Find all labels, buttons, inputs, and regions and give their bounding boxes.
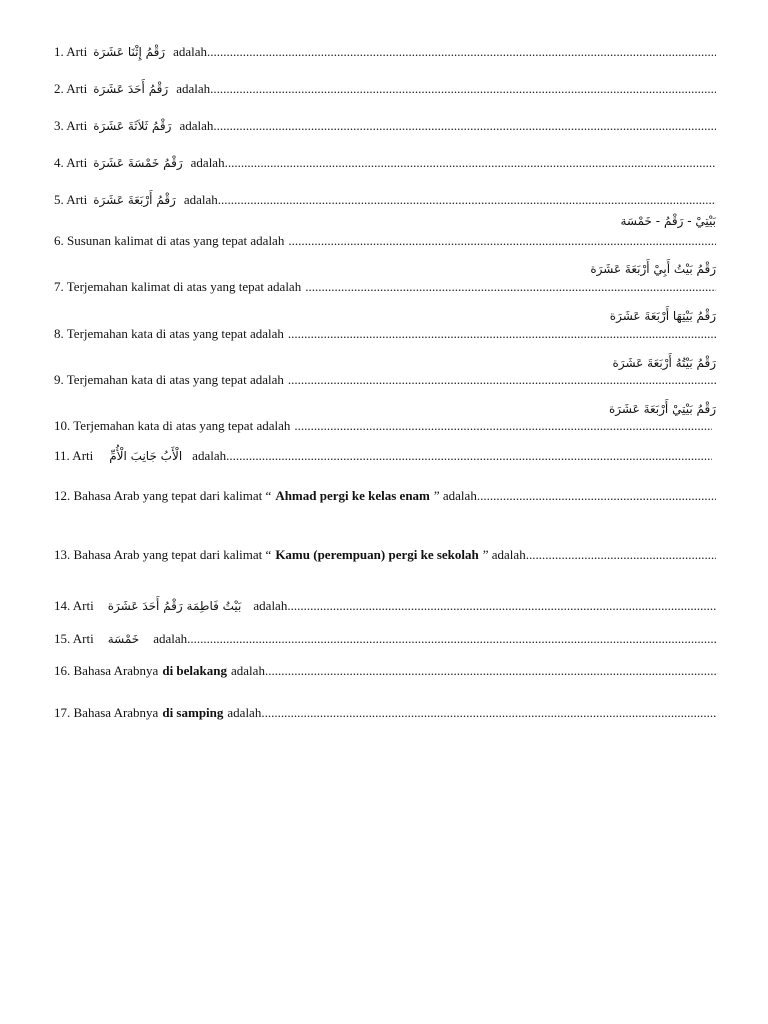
question-17-lead: 17. Bahasa Arabnya xyxy=(54,705,159,720)
question-15 xyxy=(54,631,716,647)
question-1-lead: 1. Arti xyxy=(54,44,88,59)
question-11-answer-line[interactable] xyxy=(226,448,712,464)
question-15-arabic: خَمْسَة xyxy=(107,632,140,646)
question-9-answer-line[interactable] xyxy=(288,372,716,388)
question-9 xyxy=(54,372,716,388)
question-3 xyxy=(54,118,716,134)
question-12 xyxy=(54,488,716,504)
question-16 xyxy=(54,663,716,679)
question-9-lead: 9. Terjemahan kata di atas yang tepat adalah xyxy=(54,372,284,387)
question-1-tail: adalah xyxy=(173,44,208,59)
question-13-answer-line[interactable] xyxy=(526,547,716,563)
question-2-answer-line[interactable] xyxy=(210,81,716,97)
question-6-lead: 6. Susunan kalimat di atas yang tepat adalah xyxy=(54,233,285,248)
question-2 xyxy=(54,81,716,97)
question-14-lead: 14. Arti xyxy=(54,598,94,613)
question-1 xyxy=(54,44,716,60)
question-8-answer-line[interactable] xyxy=(288,326,716,342)
question-15-answer-line[interactable] xyxy=(187,631,716,647)
question-5-answer-line[interactable] xyxy=(218,192,716,208)
question-12-tail: ” adalah xyxy=(433,488,477,503)
question-11 xyxy=(54,448,712,464)
question-8-arabic: رَقْمُ بَيْتِهَا أَرْبَعَةَ عَشَرَة xyxy=(609,309,716,323)
question-2-lead: 2. Arti xyxy=(54,81,88,96)
question-8 xyxy=(54,326,716,342)
question-3-arabic: رَقْمُ ثَلاَثَةَ عَشَرَة xyxy=(93,119,172,133)
question-12-lead: 12. Bahasa Arab yang tepat dari kalimat “ xyxy=(54,488,272,503)
question-15-lead: 15. Arti xyxy=(54,631,94,646)
question-6-arabic: بَيْتِيْ - رَقْمُ - خَمْسَة xyxy=(620,214,716,228)
question-17-answer-line[interactable] xyxy=(261,705,716,721)
question-7 xyxy=(54,279,716,295)
question-5-arabic: رَقْمُ أَرْبَعَةَ عَشَرَة xyxy=(93,193,176,207)
question-13-phrase: Kamu (perempuan) pergi ke sekolah xyxy=(275,547,479,562)
question-9-arabic: رَقْمُ بَيْتُهُ أَرْبَعَةَ عَشَرَة xyxy=(612,356,716,370)
question-8-lead: 8. Terjemahan kata di atas yang tepat adalah xyxy=(54,326,284,341)
question-14-tail: adalah xyxy=(253,598,288,613)
question-4-tail: adalah xyxy=(190,155,225,170)
question-11-arabic: الْأَبُ جَانِبَ الْأُمِّ xyxy=(109,449,183,463)
question-14-arabic: بَيْتُ فَاطِمَة رَقْمُ أَحَدَ عَشَرَة xyxy=(107,599,242,613)
question-11-tail: adalah xyxy=(192,448,227,463)
question-7-arabic: رَقْمُ بَيْتُ أَبِيْ أَرْبَعَةَ عَشَرَة xyxy=(590,262,716,276)
question-10 xyxy=(54,418,712,434)
question-13 xyxy=(54,547,716,563)
question-4-lead: 4. Arti xyxy=(54,155,88,170)
question-5-lead: 5. Arti xyxy=(54,192,88,207)
question-14 xyxy=(54,598,716,614)
question-2-tail: adalah xyxy=(176,81,211,96)
question-16-answer-line[interactable] xyxy=(265,663,716,679)
question-3-tail: adalah xyxy=(179,118,214,133)
question-3-answer-line[interactable] xyxy=(213,118,716,134)
question-14-answer-line[interactable] xyxy=(287,598,716,614)
question-10-lead: 10. Terjemahan kata di atas yang tepat adalah xyxy=(54,418,291,433)
question-7-answer-line[interactable] xyxy=(305,279,716,295)
question-17 xyxy=(54,705,716,721)
question-3-lead: 3. Arti xyxy=(54,118,88,133)
question-1-answer-line[interactable] xyxy=(207,44,716,60)
question-12-phrase: Ahmad pergi ke kelas enam xyxy=(275,488,430,503)
question-4-arabic: رَقْمُ خَمْسَةَ عَشَرَة xyxy=(93,156,183,170)
question-11-lead: 11. Arti xyxy=(54,448,94,463)
question-13-lead: 13. Bahasa Arab yang tepat dari kalimat “ xyxy=(54,547,272,562)
question-13-tail: ” adalah xyxy=(482,547,526,562)
question-17-phrase: di samping xyxy=(162,705,224,720)
question-16-phrase: di belakang xyxy=(162,663,228,678)
question-5 xyxy=(54,192,716,208)
question-16-lead: 16. Bahasa Arabnya xyxy=(54,663,159,678)
question-16-tail: adalah xyxy=(231,663,265,678)
question-17-tail: adalah xyxy=(227,705,262,720)
question-6-answer-line[interactable] xyxy=(288,233,716,249)
question-15-tail: adalah xyxy=(153,631,188,646)
question-7-lead: 7. Terjemahan kalimat di atas yang tepat adalah xyxy=(54,279,302,294)
question-5-tail: adalah xyxy=(183,192,218,207)
question-10-arabic: رَقْمُ بَيْتِيْ أَرْبَعَةَ عَشَرَة xyxy=(608,402,716,416)
question-4 xyxy=(54,155,716,171)
question-12-answer-line[interactable] xyxy=(477,488,716,504)
question-1-arabic: رَقْمُ إِثْنَا عَشَرَة xyxy=(93,45,166,59)
question-4-answer-line[interactable] xyxy=(225,155,716,171)
question-2-arabic: رَقْمُ أَحَدَ عَشَرَة xyxy=(93,82,169,96)
question-6 xyxy=(54,233,716,249)
question-10-answer-line[interactable] xyxy=(294,418,712,434)
